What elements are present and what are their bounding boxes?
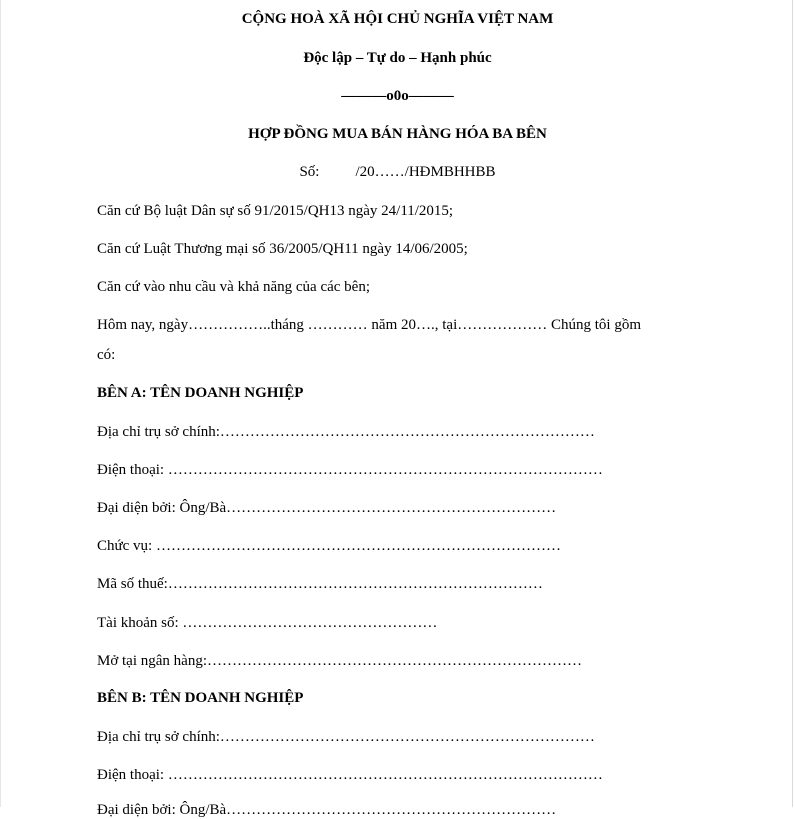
party-a-representative: Đại diện bởi: Ông/Bà………………………………………………………… [97,500,557,516]
motto: Độc lập – Tự do – Hạnh phúc [303,50,492,66]
page-left-edge [0,0,1,807]
contract-number-label: Số: [299,164,320,180]
page-right-edge [792,0,793,807]
contract-number [0,163,795,181]
party-a-tax-code: Mã số thuế:………………………………………………………………… [97,576,543,592]
party-a-position: Chức vụ: ……………………………………………………………………… [97,538,561,554]
contract-title: HỢP ĐỒNG MUA BÁN HÀNG HÓA BA BÊN [248,126,547,142]
party-a-bank: Mở tại ngân hàng:………………………………………………………………… [97,653,582,669]
party-a-address: Địa chỉ trụ sở chính:………………………………………………………………… [97,424,595,440]
basis-needs: Căn cứ vào nhu cầu và khả năng của các bên; [97,279,371,295]
basis-civil-code: Căn cứ Bộ luật Dân sự số 91/2015/QH13 ngày 24/11/2015; [97,203,454,219]
party-b-representative: Đại diện bởi: Ông/Bà………………………………………………………… [97,802,557,818]
party-a-phone: Điện thoại: …………………………………………………………………………… [97,462,603,478]
party-b-phone: Điện thoại: …………………………………………………………………………… [97,767,603,783]
party-b-heading: BÊN B: TÊN DOANH NGHIỆP [97,690,304,706]
party-b-address: Địa chỉ trụ sở chính:………………………………………………………………… [97,729,595,745]
contract-number-value: /20……/HĐMBHHBB [355,164,496,180]
basis-commercial-law: Căn cứ Luật Thương mại số 36/2005/QH11 ngày 14/06/2005; [97,241,468,257]
party-a-heading: BÊN A: TÊN DOANH NGHIỆP [97,385,304,401]
party-a-account: Tài khoản số: …………………………………………… [97,615,438,631]
intro-line: Hôm nay, ngày……………..tháng ………… năm 20…., tại……………… Chúng tôi gồm [97,317,641,333]
ornament-divider: ———o0o——— [341,88,454,104]
intro-line-continued: có: [97,347,116,363]
nation-heading: CỘNG HOÀ XÃ HỘI CHỦ NGHĨA VIỆT NAM [241,11,554,27]
